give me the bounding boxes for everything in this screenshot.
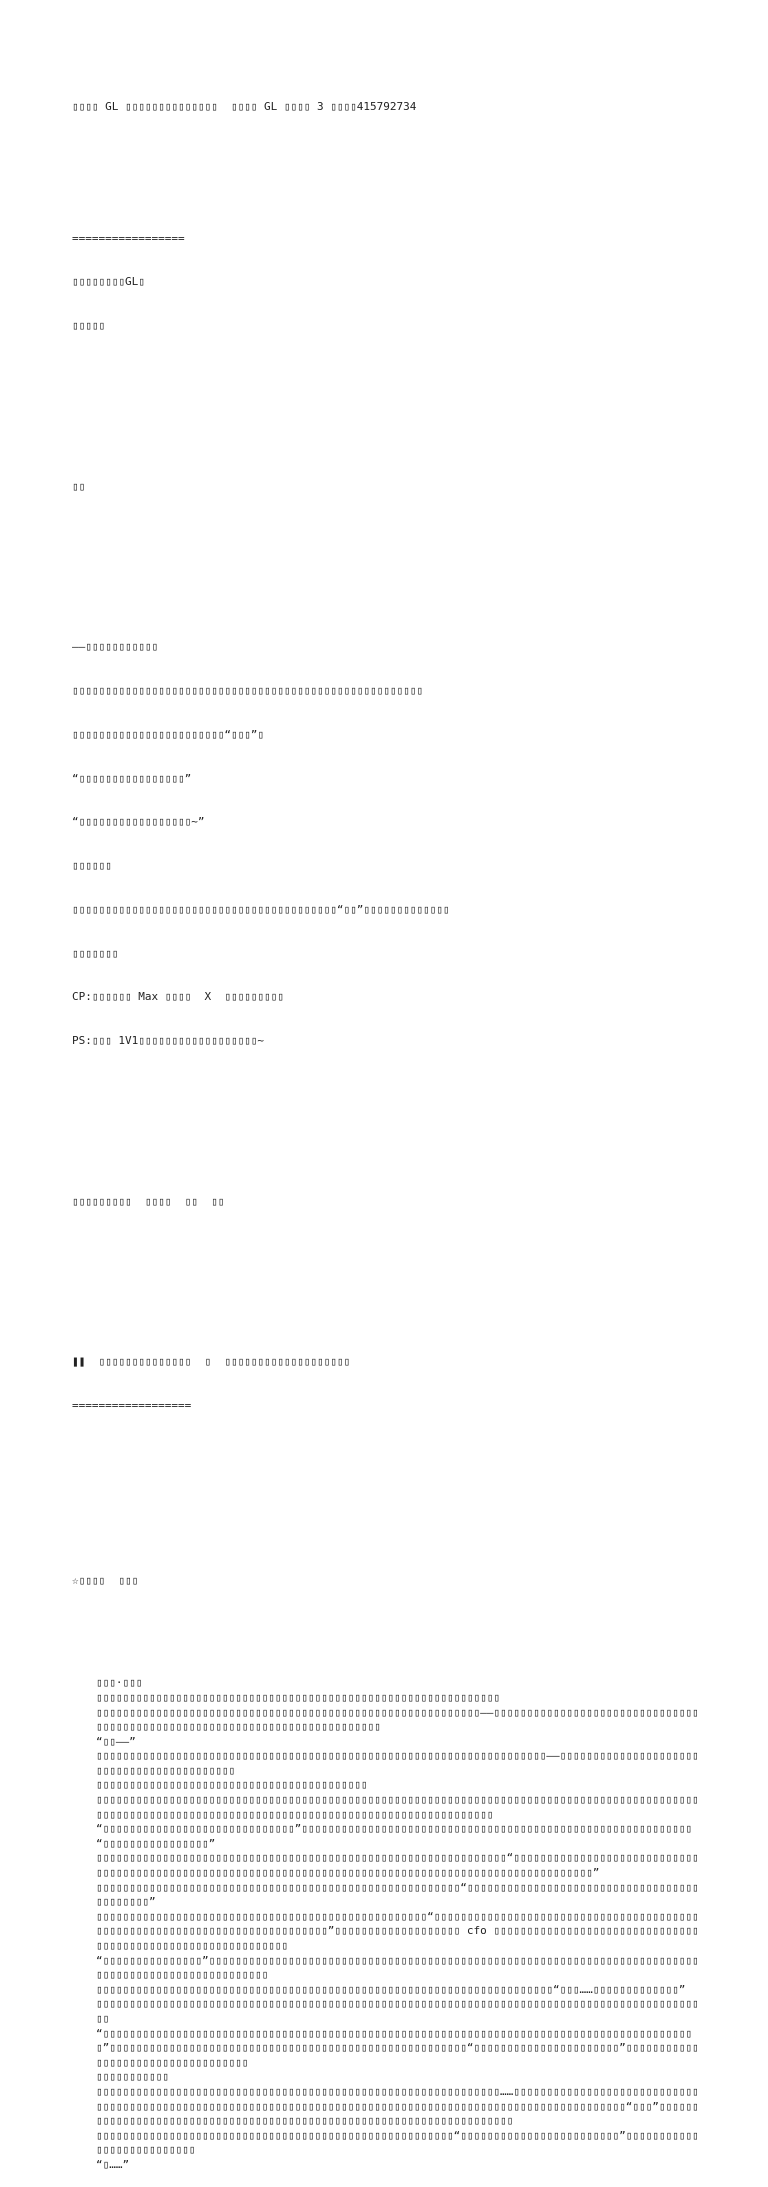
paragraph: “▯▯▯▯▯▯▯▯▯▯▯▯▯▯▯▯▯▯▯▯▯▯▯▯▯▯▯▯▯”▯▯▯▯▯▯▯▯▯▯▯▯▯▯▯▯▯▯▯▯▯▯▯▯▯▯▯▯▯▯▯▯▯▯▯▯▯▯▯▯▯▯▯▯▯▯▯▯▯▯▯▯▯▯▯▯▯▯▯	[96, 1822, 693, 1836]
paragraph: ▯▯▯▯▯▯▯▯▯▯▯▯▯▯▯▯▯▯▯▯▯▯▯▯▯▯▯▯▯▯▯▯▯▯▯▯▯▯▯▯▯▯▯▯▯▯▯▯▯▯▯▯▯▯▯▯▯▯▯▯▯……▯▯▯▯▯▯▯▯▯▯▯▯▯▯▯▯▯▯▯▯▯▯▯▯▯▯▯▯▯▯▯▯▯▯▯▯▯▯▯▯▯▯▯▯▯▯▯▯▯▯▯▯▯▯▯▯▯▯▯▯▯▯▯▯▯▯▯▯▯▯▯▯▯▯▯▯▯▯▯▯▯▯▯▯▯▯▯▯▯▯▯▯▯▯▯▯▯▯▯▯▯▯▯▯▯▯▯▯“▯▯▯”▯▯▯▯▯▯▯▯▯▯▯▯▯▯▯▯▯▯▯▯▯▯▯▯▯▯▯▯▯▯▯▯▯▯▯▯▯▯▯▯▯▯▯▯▯▯▯▯▯▯▯▯▯▯▯▯▯▯▯▯▯▯▯▯▯▯▯▯▯	[96, 2084, 699, 2128]
text-line: “▯▯▯▯▯▯▯▯▯▯▯▯▯▯▯▯”	[72, 771, 192, 785]
ps-line: PS:▯▯▯ 1V1▯▯▯▯▯▯▯▯▯▯▯▯▯▯▯▯▯▯~	[72, 1034, 265, 1048]
paragraph: ▯▯▯▯▯▯▯▯▯▯▯▯▯▯▯▯▯▯▯▯▯▯▯▯▯▯▯▯▯▯▯▯▯▯▯▯▯▯▯▯▯▯▯▯▯▯▯▯▯▯▯▯▯▯“▯▯▯▯▯▯▯▯▯▯▯▯▯▯▯▯▯▯▯▯▯▯▯▯”▯▯▯▯▯▯▯▯▯▯▯▯▯▯▯▯▯▯▯▯▯▯▯▯▯▯	[96, 2128, 699, 2157]
text-line: ▯▯▯▯▯▯▯▯▯ ▯▯▯▯ ▯▯ ▯▯	[72, 1194, 225, 1208]
text-line: ▯▯▯▯▯	[72, 319, 106, 333]
text-line: “▯▯▯▯▯▯▯▯▯▯▯▯▯▯▯▯▯~”	[72, 815, 205, 829]
block-1	[72, 202, 702, 363]
paragraph: ▯▯▯▯▯▯▯▯▯▯▯▯▯▯▯▯▯▯▯▯▯▯▯▯▯▯▯▯▯▯▯▯▯▯▯▯▯▯▯▯▯▯▯▯▯▯▯▯▯▯▯▯▯▯▯▯▯▯▯▯▯▯▯▯▯▯▯▯▯▯▯▯▯▯▯▯▯▯▯▯▯▯▯▯▯▯▯▯▯▯▯▯▯▯▯▯▯▯▯▯▯▯▯▯▯▯▯▯▯▯▯▯▯▯▯▯▯▯▯▯▯▯▯▯▯▯▯▯▯▯▯▯▯▯▯▯▯▯▯▯▯▯▯▯▯▯▯▯▯▯▯	[96, 1793, 699, 1821]
paragraph: “▯……”	[96, 2157, 130, 2171]
header-line: ▯▯▯▯ GL ▯▯▯▯▯▯▯▯▯▯▯▯▯▯ ▯▯▯▯ GL ▯▯▯▯ 3 ▯▯▯▯415792734	[72, 100, 417, 114]
spacer	[72, 1268, 702, 1283]
pause-marker-line: ❚❚ ▯▯▯▯▯▯▯▯▯▯▯▯▯▯ ▯ ▯▯▯▯▯▯▯▯▯▯▯▯▯▯▯▯▯▯▯	[72, 1355, 351, 1369]
paragraph: ▯▯▯▯▯▯▯▯▯▯▯▯▯▯▯▯▯▯▯▯▯▯▯▯▯▯▯▯▯▯▯▯▯▯▯▯▯▯▯▯▯▯▯▯▯▯▯▯▯▯▯▯▯▯▯▯▯▯▯▯▯▯▯▯▯▯▯▯▯“▯▯▯……▯▯▯▯▯▯▯▯▯▯▯▯▯”	[96, 1982, 686, 1996]
paragraph: ▯▯▯▯▯▯▯▯▯▯▯▯▯▯▯▯▯▯▯▯▯▯▯▯▯▯▯▯▯▯▯▯▯▯▯▯▯▯▯▯▯▯▯▯▯▯▯▯▯▯▯▯▯▯▯▯▯▯▯▯▯▯▯▯▯▯▯▯▯▯▯▯▯▯▯▯▯▯▯▯▯▯▯▯▯▯▯▯▯▯▯▯▯	[96, 1997, 699, 2025]
paragraph: “▯▯▯▯▯▯▯▯▯▯▯▯▯▯▯”▯▯▯▯▯▯▯▯▯▯▯▯▯▯▯▯▯▯▯▯▯▯▯▯▯▯▯▯▯▯▯▯▯▯▯▯▯▯▯▯▯▯▯▯▯▯▯▯▯▯▯▯▯▯▯▯▯▯▯▯▯▯▯▯▯▯▯▯▯▯▯▯▯▯▯▯▯▯▯▯▯▯▯▯▯▯▯▯▯▯▯▯▯▯▯▯▯▯▯▯	[96, 1953, 699, 1982]
separator-line: ==================	[72, 1399, 192, 1413]
separator-line: =================	[72, 231, 185, 245]
block-4	[72, 1166, 702, 1239]
text-line: ▯▯▯▯▯▯▯▯▯▯▯▯▯▯▯▯▯▯▯▯▯▯▯▯▯▯▯▯▯▯▯▯▯▯▯▯▯▯▯▯▯▯▯▯▯▯▯▯▯▯▯▯▯	[72, 683, 423, 697]
story-body	[72, 1676, 702, 2172]
paragraph: ▯▯▯▯▯▯▯▯▯▯▯▯▯▯▯▯▯▯▯▯▯▯▯▯▯▯▯▯▯▯▯▯▯▯▯▯▯▯▯▯▯▯▯▯▯▯▯▯▯▯“▯▯▯▯▯▯▯▯▯▯▯▯▯▯▯▯▯▯▯▯▯▯▯▯▯▯▯▯▯▯▯▯▯▯▯▯▯▯▯▯▯▯▯▯▯▯▯▯▯▯▯▯▯▯▯▯▯▯▯▯▯▯▯▯▯▯▯▯▯▯▯▯▯▯▯”▯▯▯▯▯▯▯▯▯▯▯▯▯▯▯▯▯▯▯ cfo ▯▯▯▯▯▯▯▯▯▯▯▯▯▯▯▯▯▯▯▯▯▯▯▯▯▯▯▯▯▯▯▯▯▯▯▯▯▯▯▯▯▯▯▯▯▯▯▯▯▯▯▯▯▯▯▯▯▯▯▯	[96, 1909, 699, 1952]
section-title: ☆▯▯▯▯ ▯▯▯	[72, 1574, 139, 1588]
paragraph: ▯▯▯▯▯▯▯▯▯▯▯▯▯▯▯▯▯▯▯▯▯▯▯▯▯▯▯▯▯▯▯▯▯▯▯▯▯▯▯▯▯▯▯▯▯▯▯▯▯▯▯▯▯▯▯▯▯▯▯▯▯	[96, 1690, 500, 1704]
spacer	[72, 144, 702, 159]
paragraph: ▯▯▯▯▯▯▯▯▯▯▯▯▯▯▯▯▯▯▯▯▯▯▯▯▯▯▯▯▯▯▯▯▯▯▯▯▯▯▯▯▯▯▯▯▯▯▯▯▯▯▯▯▯▯▯▯▯▯▯▯▯▯▯▯▯▯▯▯——▯▯▯▯▯▯▯▯▯▯▯▯▯▯▯▯▯▯▯▯▯▯▯▯▯▯▯▯▯▯▯▯▯▯▯▯▯▯▯▯▯▯	[96, 1749, 699, 1777]
paragraph: ▯▯▯▯▯▯▯▯▯▯▯▯▯▯▯▯▯▯▯▯▯▯▯▯▯▯▯▯▯▯▯▯▯▯▯▯▯▯▯▯▯	[96, 1778, 368, 1792]
cp-line: CP:▯▯▯▯▯▯ Max ▯▯▯▯ X ▯▯▯▯▯▯▯▯▯	[72, 990, 284, 1004]
paragraph: “▯▯——”	[96, 1734, 136, 1748]
paragraph: ▯▯▯▯▯▯▯▯▯▯▯▯▯▯▯▯▯▯▯▯▯▯▯▯▯▯▯▯▯▯▯▯▯▯▯▯▯▯▯▯▯▯▯▯▯▯▯▯▯▯▯▯▯▯▯▯▯▯——▯▯▯▯▯▯▯▯▯▯▯▯▯▯▯▯▯▯▯▯▯▯▯▯▯▯▯▯▯▯▯▯▯▯▯▯▯▯▯▯▯▯▯▯▯▯▯▯▯▯▯▯▯▯▯▯▯▯▯▯▯▯▯▯▯▯▯▯▯▯▯▯▯▯	[96, 1705, 699, 1734]
paragraph: ▯▯▯▯▯▯▯▯▯▯▯	[96, 2070, 169, 2084]
spacer	[72, 553, 702, 568]
spacer	[72, 1618, 702, 1633]
spacer	[72, 1472, 702, 1487]
text-line: ▯▯▯▯▯▯▯▯GL▯	[72, 275, 145, 289]
text-line: ▯▯▯▯▯▯	[72, 859, 112, 873]
paragraph: “▯▯▯▯▯▯▯▯▯▯▯▯▯▯▯▯▯▯▯▯▯▯▯▯▯▯▯▯▯▯▯▯▯▯▯▯▯▯▯▯▯▯▯▯▯▯▯▯▯▯▯▯▯▯▯▯▯▯▯▯▯▯▯▯▯▯▯▯▯▯▯▯▯▯▯▯▯▯▯▯▯▯▯▯▯▯▯▯▯▯”▯▯▯▯▯▯▯▯▯▯▯▯▯▯▯▯▯▯▯▯▯▯▯▯▯▯▯▯▯▯▯▯▯▯▯▯▯▯▯▯▯▯▯▯▯▯▯▯▯▯▯▯▯▯“▯▯▯▯▯▯▯▯▯▯▯▯▯▯▯▯▯▯▯▯▯▯”▯▯▯▯▯▯▯▯▯▯▯▯▯▯▯▯▯▯▯▯▯▯▯▯▯▯▯▯▯▯▯▯▯▯	[96, 2026, 699, 2069]
text-line: ——▯▯▯▯▯▯▯▯▯▯▯	[72, 640, 159, 654]
spacer	[72, 1107, 702, 1122]
text-line: ▯▯	[72, 479, 86, 493]
document-body	[72, 71, 702, 2187]
spacer	[72, 392, 702, 407]
paragraph: ▯▯▯▯▯▯▯▯▯▯▯▯▯▯▯▯▯▯▯▯▯▯▯▯▯▯▯▯▯▯▯▯▯▯▯▯▯▯▯▯▯▯▯▯▯▯▯▯▯▯▯▯▯▯▯“▯▯▯▯▯▯▯▯▯▯▯▯▯▯▯▯▯▯▯▯▯▯▯▯▯▯▯▯▯▯▯▯▯▯▯▯▯▯▯▯▯▯▯”	[96, 1880, 699, 1909]
block-5	[72, 1326, 702, 1443]
paragraph: ▯▯▯▯▯▯▯▯▯▯▯▯▯▯▯▯▯▯▯▯▯▯▯▯▯▯▯▯▯▯▯▯▯▯▯▯▯▯▯▯▯▯▯▯▯▯▯▯▯▯▯▯▯▯▯▯▯▯▯▯▯▯“▯▯▯▯▯▯▯▯▯▯▯▯▯▯▯▯▯▯▯▯▯▯▯▯▯▯▯▯▯▯▯▯▯▯▯▯▯▯▯▯▯▯▯▯▯▯▯▯▯▯▯▯▯▯▯▯▯▯▯▯▯▯▯▯▯▯▯▯▯▯▯▯▯▯▯▯▯▯▯▯▯▯▯▯▯▯▯▯▯▯▯▯▯▯▯▯▯▯▯▯▯▯▯”	[96, 1851, 699, 1880]
spacer	[72, 1516, 702, 1531]
text-line: ▯▯▯▯▯▯▯▯▯▯▯▯▯▯▯▯▯▯▯▯▯▯▯▯▯▯▯▯▯▯▯▯▯▯▯▯▯▯▯▯“▯▯”▯▯▯▯▯▯▯▯▯▯▯▯▯	[72, 902, 450, 916]
paragraph: “▯▯▯▯▯▯▯▯▯▯▯▯▯▯▯▯”	[96, 1836, 216, 1850]
text-line: ▯▯▯▯▯▯▯	[72, 946, 119, 960]
block-2	[72, 450, 702, 523]
paragraph: ▯▯▯·▯▯▯	[96, 1676, 143, 1690]
text-line: ▯▯▯▯▯▯▯▯▯▯▯▯▯▯▯▯▯▯▯▯▯▯▯“▯▯▯”▯	[72, 727, 265, 741]
block-3	[72, 611, 702, 1078]
